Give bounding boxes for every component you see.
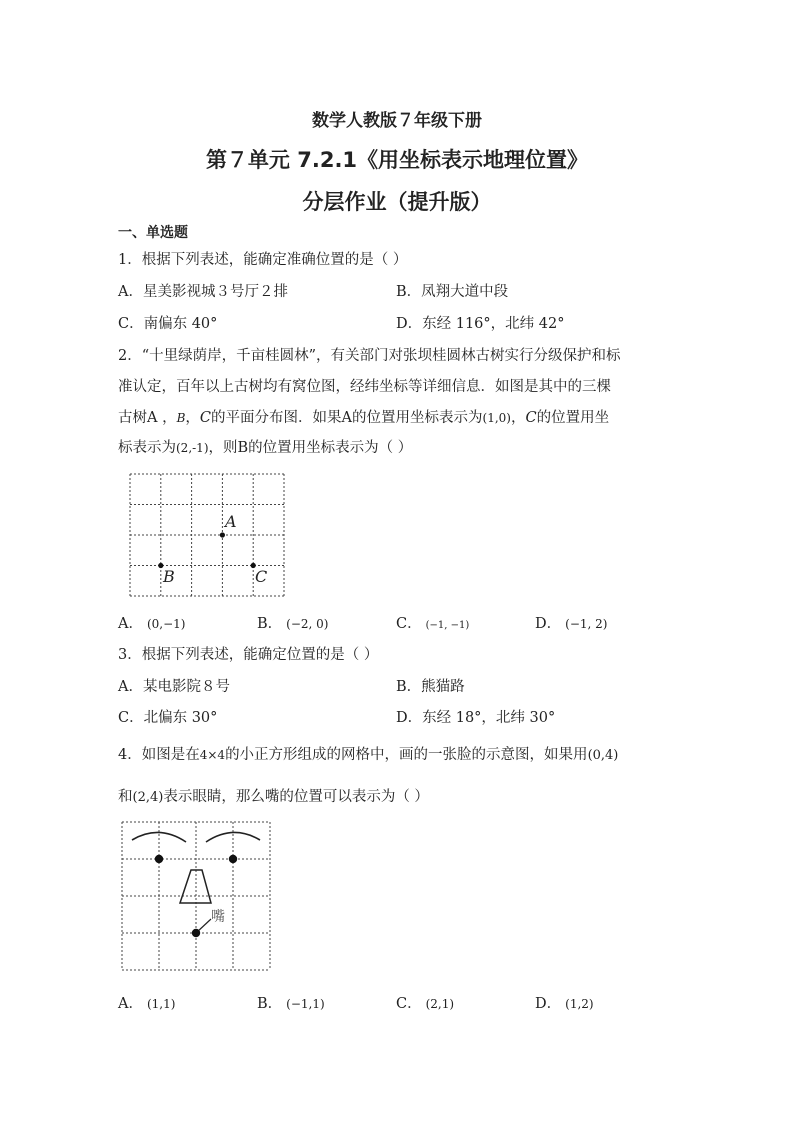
section-heading: 一、单选题 (118, 225, 188, 241)
q2-var-c: C (199, 410, 212, 426)
option-letter: C． (396, 616, 422, 632)
q3-option-c: C．北偏东 30° (118, 710, 218, 726)
q4-line-1 (118, 743, 618, 764)
point-b-label: B (163, 567, 175, 586)
option-value: (−1, 2) (565, 617, 608, 631)
q4-grid-size: 4×4 (199, 748, 226, 762)
eyebrow-left (132, 832, 186, 842)
option-letter: B． (257, 616, 283, 632)
q2-option-c (396, 612, 469, 633)
option-letter: A． (118, 616, 143, 632)
option-letter: B． (257, 996, 283, 1012)
option-letter: D． (535, 996, 562, 1012)
q1-stem: 1．根据下列表述，能确定准确位置的是（ ） (118, 252, 408, 268)
mouth-dot (192, 929, 200, 937)
eyebrow-right (206, 832, 260, 842)
q2-line-1: 2．“十里绿荫岸，千亩桂圆林”，有关部门对张坝桂圆林古树实行分级保护和标 (118, 348, 621, 364)
q2-line-2: 准认定，百年以上古树均有窝位图，经纬坐标等详细信息．如图是其中的三棵 (118, 379, 611, 395)
option-letter: C． (396, 996, 422, 1012)
q2-text: ，则B的位置用坐标表示为（ ） (208, 440, 413, 456)
q2-text: 标表示为 (118, 440, 176, 456)
eye-right-dot (229, 855, 237, 863)
option-value: (−2, 0) (286, 617, 329, 631)
q4-option-d (535, 992, 594, 1013)
option-letter: D． (535, 616, 562, 632)
option-value: (−1,1) (286, 997, 325, 1011)
q1-option-a: A．星美影视城３号厅２排 (118, 284, 288, 300)
option-value: (1,1) (146, 997, 176, 1011)
q2-var-c2: C (525, 410, 537, 426)
q3-stem: 3．根据下列表述，能确定位置的是（ ） (118, 647, 379, 663)
q3-option-b: B．熊猫路 (396, 679, 465, 695)
q4-text: 4．如图是在 (118, 747, 200, 763)
q2-option-d (535, 612, 607, 633)
q2-text: ， (185, 410, 200, 426)
point-a-label: A (225, 512, 237, 531)
q2-option-a (118, 612, 186, 633)
doc-title-sub: 分层作业（提升版） (302, 190, 492, 214)
q4-option-a (118, 992, 175, 1013)
option-value: (−1, −1) (425, 620, 470, 631)
doc-subtitle: 数学人教版７年级下册 (312, 111, 482, 131)
q2-text: 的平面分布图．如果A的位置用坐标表示为 (211, 410, 483, 426)
q3-option-a: A．某电影院８号 (118, 679, 230, 695)
q4-text: 和 (118, 789, 133, 805)
q2-grid-figure (126, 470, 288, 598)
q2-line-3 (118, 406, 609, 427)
q4-text: 的小正方形组成的网格中，画的一张脸的示意图，如果用 (225, 747, 588, 763)
q2-option-b (257, 612, 328, 633)
doc-title: 第７单元 7.2.1《用坐标表示地理位置》 (205, 148, 589, 172)
q4-coord-eye-left: (0,4) (587, 748, 619, 763)
point-a-dot (220, 532, 225, 537)
q4-coord-eye-right: (2,4) (132, 790, 164, 805)
option-value: (2,1) (425, 997, 455, 1011)
point-c-label: C (255, 567, 268, 586)
option-value: (1,2) (565, 997, 594, 1011)
q2-line-4 (118, 436, 412, 457)
q2-text: 的位置用坐 (536, 410, 610, 426)
eye-left-dot (155, 855, 163, 863)
q4-line-2 (118, 785, 429, 806)
q1-option-b: B．凤翔大道中段 (396, 284, 509, 300)
option-letter: A． (118, 996, 143, 1012)
q3-option-d: D．东经 18°，北纬 30° (396, 710, 556, 726)
q4-option-c (396, 992, 454, 1013)
q2-coord-a: (1,0) (482, 411, 511, 425)
q2-var-b: B (176, 411, 186, 425)
q4-text: 表示眼睛，那么嘴的位置可以表示为（ ） (163, 789, 429, 805)
q1-option-d: D．东经 116°，北纬 42° (396, 316, 565, 332)
q4-option-b (257, 992, 325, 1013)
mouth-label: 嘴 (211, 909, 225, 925)
q2-coord-c: (2,-1) (176, 441, 209, 455)
option-value: (0,−1) (146, 617, 186, 631)
q2-text: ， (510, 410, 526, 426)
q4-face-figure (118, 818, 274, 974)
q1-option-c: C．南偏东 40° (118, 316, 218, 332)
q2-text: 古树A ， (118, 410, 177, 426)
